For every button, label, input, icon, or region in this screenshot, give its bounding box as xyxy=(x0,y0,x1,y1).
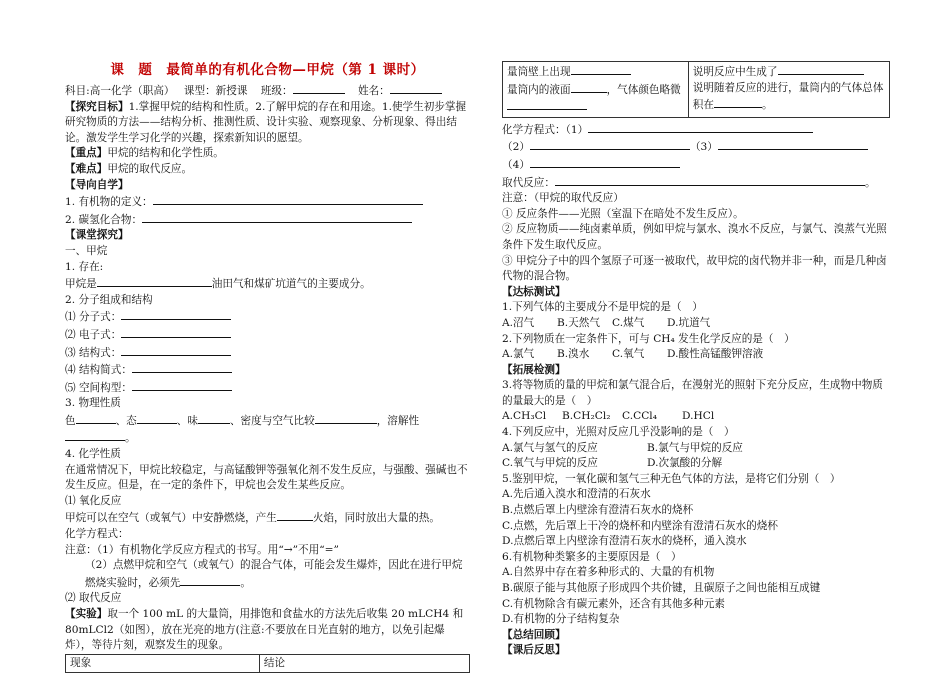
extend-q4-options-cd xyxy=(502,456,890,472)
color-label: 色 xyxy=(65,414,76,427)
volume-end: 。 xyxy=(761,99,773,112)
smell-blank[interactable] xyxy=(198,412,230,424)
self-study-q2 xyxy=(65,211,470,229)
lesson-type-label: 课型：新授课 xyxy=(183,85,248,97)
substitution-def xyxy=(502,174,890,192)
volume-label: 说明随着反应的进行，量筒内的气体总体积在 xyxy=(692,81,884,112)
table-cell-phenomenon xyxy=(503,62,689,118)
structure-item-label: ⑴ 分子式： xyxy=(65,311,122,324)
name-label: 姓名： xyxy=(357,85,390,97)
substitution-def-end: 。 xyxy=(864,176,876,189)
product-blank[interactable] xyxy=(778,63,864,75)
self-study-q2-label: 2. 碳氢化合物： xyxy=(65,213,143,226)
option: A.沼气 xyxy=(502,316,535,329)
note-2-blank[interactable] xyxy=(180,574,240,586)
goal-paragraph xyxy=(65,100,470,147)
structure-blank[interactable] xyxy=(132,379,232,391)
option: B.天然气 xyxy=(557,316,600,329)
option: D.HCl xyxy=(682,410,715,423)
color-change-label: ，气体颜色略微 xyxy=(606,83,681,96)
self-study-heading: 【导向自学】 xyxy=(65,178,129,191)
test-q2-options xyxy=(502,347,890,363)
methane-section: 一、甲烷 xyxy=(65,244,108,257)
liquid-label: 量筒内的液面 xyxy=(507,83,571,96)
option: B.碳原子能与其他原子形成四个共价键，且碳原子之间也能相互成键 xyxy=(502,582,821,594)
option: C.氧气 xyxy=(612,348,645,361)
equation-4-blank[interactable] xyxy=(530,156,680,168)
structure-blank[interactable] xyxy=(132,361,232,373)
table-cell-conclusion xyxy=(688,62,889,118)
test-q1: 1.下列气体的主要成分不是甲烷的是（ ） xyxy=(502,301,703,314)
smell-label: 、味 xyxy=(176,414,198,427)
reflection-heading: 【课后反思】 xyxy=(502,644,566,657)
option: D.有机物的分子结构复杂 xyxy=(502,613,620,626)
experiment-heading: 【实验】 xyxy=(65,608,108,620)
option: B.点燃后罩上内壁涂有澄清石灰水的烧杯 xyxy=(502,504,694,517)
physical-line-end xyxy=(65,429,470,447)
structure-item xyxy=(65,308,470,326)
goal-heading: 【探究目标】 xyxy=(65,100,129,113)
option: A.自然界中存在着多种形式的、大量的有机物 xyxy=(502,566,715,579)
key-point xyxy=(65,146,470,162)
q1-blank[interactable] xyxy=(153,193,423,205)
experiment-paragraph xyxy=(65,607,470,654)
structure-blank[interactable] xyxy=(121,308,231,320)
option: A.先后通入溴水和澄清的石灰水 xyxy=(502,488,651,501)
option: B.氯气与甲烷的反应 xyxy=(647,441,743,454)
flame-blank[interactable] xyxy=(277,509,313,521)
equation-1-blank[interactable] xyxy=(588,121,813,133)
wall-label: 量筒壁上出现 xyxy=(507,66,571,78)
physical-heading: 3. 物理性质 xyxy=(65,397,121,410)
option: A.CH₃Cl xyxy=(502,410,547,423)
table-header-phenomenon: 现象 xyxy=(66,654,260,673)
test-heading: 【达标测试】 xyxy=(502,285,566,298)
option: A.氯气与氢气的反应 xyxy=(502,441,598,454)
class-blank[interactable] xyxy=(293,82,345,94)
test-q1-options xyxy=(502,316,890,332)
page-title: 课 题 最简单的有机化合物—甲烷（第 1 课时） xyxy=(110,62,425,78)
extend-q5: 5.鉴别甲烷，一氧化碳和氢气三种无色气体的方法，是将它们分别（ ） xyxy=(502,472,841,485)
extend-heading: 【拓展检测】 xyxy=(502,363,566,376)
extend-q4-options-ab xyxy=(502,441,890,457)
self-study-q1-label: 1. 有机物的定义： xyxy=(65,196,153,209)
structure-item xyxy=(65,379,470,397)
class-label: 班级： xyxy=(260,85,293,97)
equation-4-label: （4） xyxy=(502,158,530,171)
structure-heading: 2. 分子组成和结构 xyxy=(65,293,153,306)
note-1: 注意：（1）有机物化学反应方程式的书写。用“→”不用“=” xyxy=(65,543,339,556)
goal-text: 1.掌握甲烷的结构和性质。2.了解甲烷的存在和用途。1.使学生初步掌握研究物质的方法——结构分析、推测性质、设计实验、观察现象、分析现象、得出结论。激发学生学习化学的兴趣，探索新知识的愿望。 xyxy=(65,100,467,144)
structure-item xyxy=(65,344,470,362)
option: D.次氯酸的分解 xyxy=(647,457,723,470)
existence-label: 1. 存在: xyxy=(65,260,104,273)
volume-blank[interactable] xyxy=(714,96,762,108)
oxidation-a: 甲烷可以在空气（或氧气）中安静燃烧，产生 xyxy=(65,512,277,525)
option: C.氧气与甲烷的反应 xyxy=(502,457,598,470)
physical-line xyxy=(65,412,470,430)
equation-1-label: 化学方程式：（1） xyxy=(502,123,589,136)
equation-4 xyxy=(502,156,890,174)
existence-a: 甲烷是 xyxy=(65,278,97,291)
existence-line xyxy=(65,275,470,293)
option: C.煤气 xyxy=(612,316,645,329)
option: C.点燃，先后罩上干冷的烧杯和内壁涂有澄清石灰水的烧杯 xyxy=(502,519,778,532)
explore-heading: 【课堂探究】 xyxy=(65,229,129,242)
oxidation-heading: ⑴ 氧化反应 xyxy=(65,494,122,507)
structure-item xyxy=(65,326,470,344)
oxidation-line xyxy=(65,509,470,527)
substitution-heading: ⑵ 取代反应 xyxy=(65,592,122,605)
product-label: 说明反应中生成了 xyxy=(692,66,778,78)
wall-blank[interactable] xyxy=(571,63,631,75)
structure-item-label: ⑷ 结构简式： xyxy=(65,364,132,377)
state-blank[interactable] xyxy=(137,412,177,424)
structure-item xyxy=(65,361,470,379)
color-change-blank[interactable] xyxy=(507,98,587,110)
option: C.有机物除含有碳元素外，还含有其他多种元素 xyxy=(502,597,725,610)
observation-table xyxy=(65,654,470,673)
attention-heading: 注意：（甲烷的取代反应） xyxy=(502,192,624,205)
equation-label: 化学方程式： xyxy=(65,528,129,541)
name-blank[interactable] xyxy=(390,82,442,94)
equation-2-3 xyxy=(502,138,890,156)
option: B.CH₂Cl₂ xyxy=(562,410,611,423)
solubility-label: ，溶解性 xyxy=(376,414,420,427)
attention-point-1: ① 反应条件——光照（室温下在暗处不发生反应）。 xyxy=(502,207,744,220)
option: B.溴水 xyxy=(557,348,590,361)
test-q2: 2.下列物质在一定条件下，可与 CH₄ 发生化学反应的是（ ） xyxy=(502,332,795,345)
equation-1 xyxy=(502,121,890,139)
option: A.氯气 xyxy=(502,348,535,361)
extend-q3-options xyxy=(502,409,890,425)
existence-b: 油田气和煤矿坑道气的主要成分。 xyxy=(211,278,371,291)
note-2-text: （2）点燃甲烷和空气（或氧气）的混合气体，可能会发生爆炸，因此在进行甲烷燃烧实验时，必须先 xyxy=(85,559,463,589)
oxidation-b: 火焰，同时放出大量的热。 xyxy=(312,512,440,525)
attention-point-3: ③ 甲烷分子中的四个氢原子可逐一被取代，故甲烷的卤代物并非一种，而是几种卤代物的混合物。 xyxy=(502,254,887,283)
option: D.酸性高锰酸钾溶液 xyxy=(667,348,764,361)
meta-line xyxy=(65,82,470,100)
liquid-blank[interactable] xyxy=(571,81,607,93)
option: D.点燃后罩上内壁涂有澄清石灰水的烧杯，通入溴水 xyxy=(502,535,747,548)
physical-end: 。 xyxy=(125,432,136,445)
equation-3-blank[interactable] xyxy=(718,138,868,150)
key-heading: 【重点】 xyxy=(65,147,108,160)
state-label: 、态 xyxy=(115,414,137,427)
option: D.坑道气 xyxy=(667,316,711,329)
structure-item-label: ⑵ 电子式： xyxy=(65,328,122,341)
substitution-def-label: 取代反应： xyxy=(502,176,555,189)
structure-item-label: ⑶ 结构式： xyxy=(65,346,122,359)
extend-q3: 3.将等物质的量的甲烷和氯气混合后，在漫射光的照射下充分反应，生成物中物质的量最大的是（ ） xyxy=(502,379,883,407)
subject-label: 科目:高一化学（职高） xyxy=(65,85,175,97)
extend-q6: 6.有机物种类繁多的主要原因是（ ） xyxy=(502,550,682,563)
self-study-q1 xyxy=(65,193,470,211)
left-column xyxy=(65,62,470,673)
summary-heading: 【总结回顾】 xyxy=(502,628,566,641)
color-blank[interactable] xyxy=(76,412,116,424)
right-column xyxy=(502,62,890,659)
density-blank[interactable] xyxy=(315,412,377,424)
key-text: 甲烷的结构和化学性质。 xyxy=(107,147,224,160)
table-header-conclusion: 结论 xyxy=(259,654,469,673)
option: C.CCl₄ xyxy=(622,410,657,423)
observation-table-continued xyxy=(502,61,890,118)
substitution-def-blank[interactable] xyxy=(555,174,865,186)
difficulty-heading: 【难点】 xyxy=(65,162,108,175)
equation-2-label: （2） xyxy=(502,141,530,154)
chemical-heading: 4. 化学性质 xyxy=(65,448,121,461)
note-2-end: 。 xyxy=(240,576,251,589)
solubility-blank[interactable] xyxy=(65,429,125,441)
density-label: 、密度与空气比较 xyxy=(229,414,315,427)
experiment-text: 取一个 100 mL 的大量筒，用排饱和食盐水的方法先后收集 20 mLCH4 和 80mLCl2（如图），放在光亮的地方(注意:不要放在日光直射的地方，以免引起爆炸），等待片刻，观察发生的现象。 xyxy=(65,608,464,652)
structure-blank[interactable] xyxy=(121,344,231,356)
structure-blank[interactable] xyxy=(121,326,231,338)
existence-blank[interactable] xyxy=(97,275,212,287)
attention-point-2: ② 反应物质——纯卤素单质，例如甲烷与氯水、溴水不反应，与氯气、溴蒸气光照条件下发生取代反应。 xyxy=(502,223,887,251)
difficulty-text: 甲烷的取代反应。 xyxy=(107,162,193,175)
structure-item-label: ⑸ 空间构型： xyxy=(65,381,132,394)
difficulty-point xyxy=(65,162,470,178)
equation-3-label: （3） xyxy=(689,141,718,154)
chemical-text: 在通常情况下，甲烷比较稳定，与高锰酸钾等强氧化剂不发生反应，与强酸、强碱也不发生反应。但是，在一定的条件下，甲烷也会发生某些反应。 xyxy=(65,463,468,492)
extend-q4: 4.下列反应中，光照对反应几乎没影响的是（ ） xyxy=(502,426,735,439)
equation-2-blank[interactable] xyxy=(530,138,690,150)
q2-blank[interactable] xyxy=(142,211,412,223)
note-2 xyxy=(65,558,470,591)
